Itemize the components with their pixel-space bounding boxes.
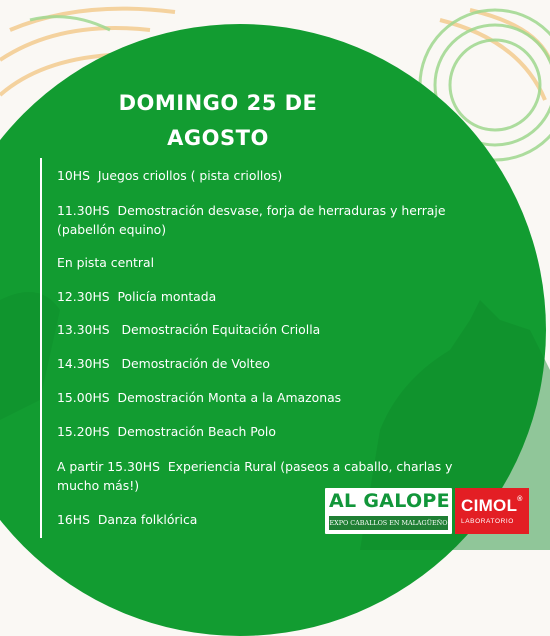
cimol-logo-text: CIMOL® bbox=[461, 496, 523, 515]
schedule-item: En pista central bbox=[57, 255, 155, 270]
schedule-item: A partir 15.30HS Experiencia Rural (paseos a caballo, charlas y mucho más!) bbox=[57, 459, 453, 493]
schedule-item: 13.30HS Demostración Equitación Criolla bbox=[57, 322, 321, 337]
schedule-item: 15.00HS Demostración Monta a la Amazonas bbox=[57, 390, 342, 405]
schedule-item: 12.30HS Policía montada bbox=[57, 289, 217, 304]
schedule-item: 11.30HS Demostración desvase, forja de herraduras y herraje (pabellón equino) bbox=[57, 203, 446, 237]
page-title bbox=[118, 86, 318, 156]
title-line-1: DOMINGO 25 DE bbox=[118, 91, 318, 115]
schedule-item: 10HS Juegos criollos ( pista criollos) bbox=[57, 168, 283, 183]
cimol-logo-subtitle: LABORATORIO bbox=[461, 518, 514, 525]
schedule-item: 14.30HS Demostración de Volteo bbox=[57, 356, 270, 371]
cimol-logo bbox=[455, 488, 529, 534]
al-galope-logo bbox=[325, 488, 452, 534]
schedule-item: 15.20HS Demostración Beach Polo bbox=[57, 424, 276, 439]
schedule-divider bbox=[40, 158, 42, 538]
schedule-item: 16HS Danza folklórica bbox=[57, 512, 198, 527]
al-galope-logo-subtitle: EXPO CABALLOS EN MALAGÜEÑO bbox=[329, 519, 448, 527]
title-line-2: AGOSTO bbox=[167, 126, 269, 150]
al-galope-logo-text: AL GALOPE bbox=[329, 490, 450, 512]
